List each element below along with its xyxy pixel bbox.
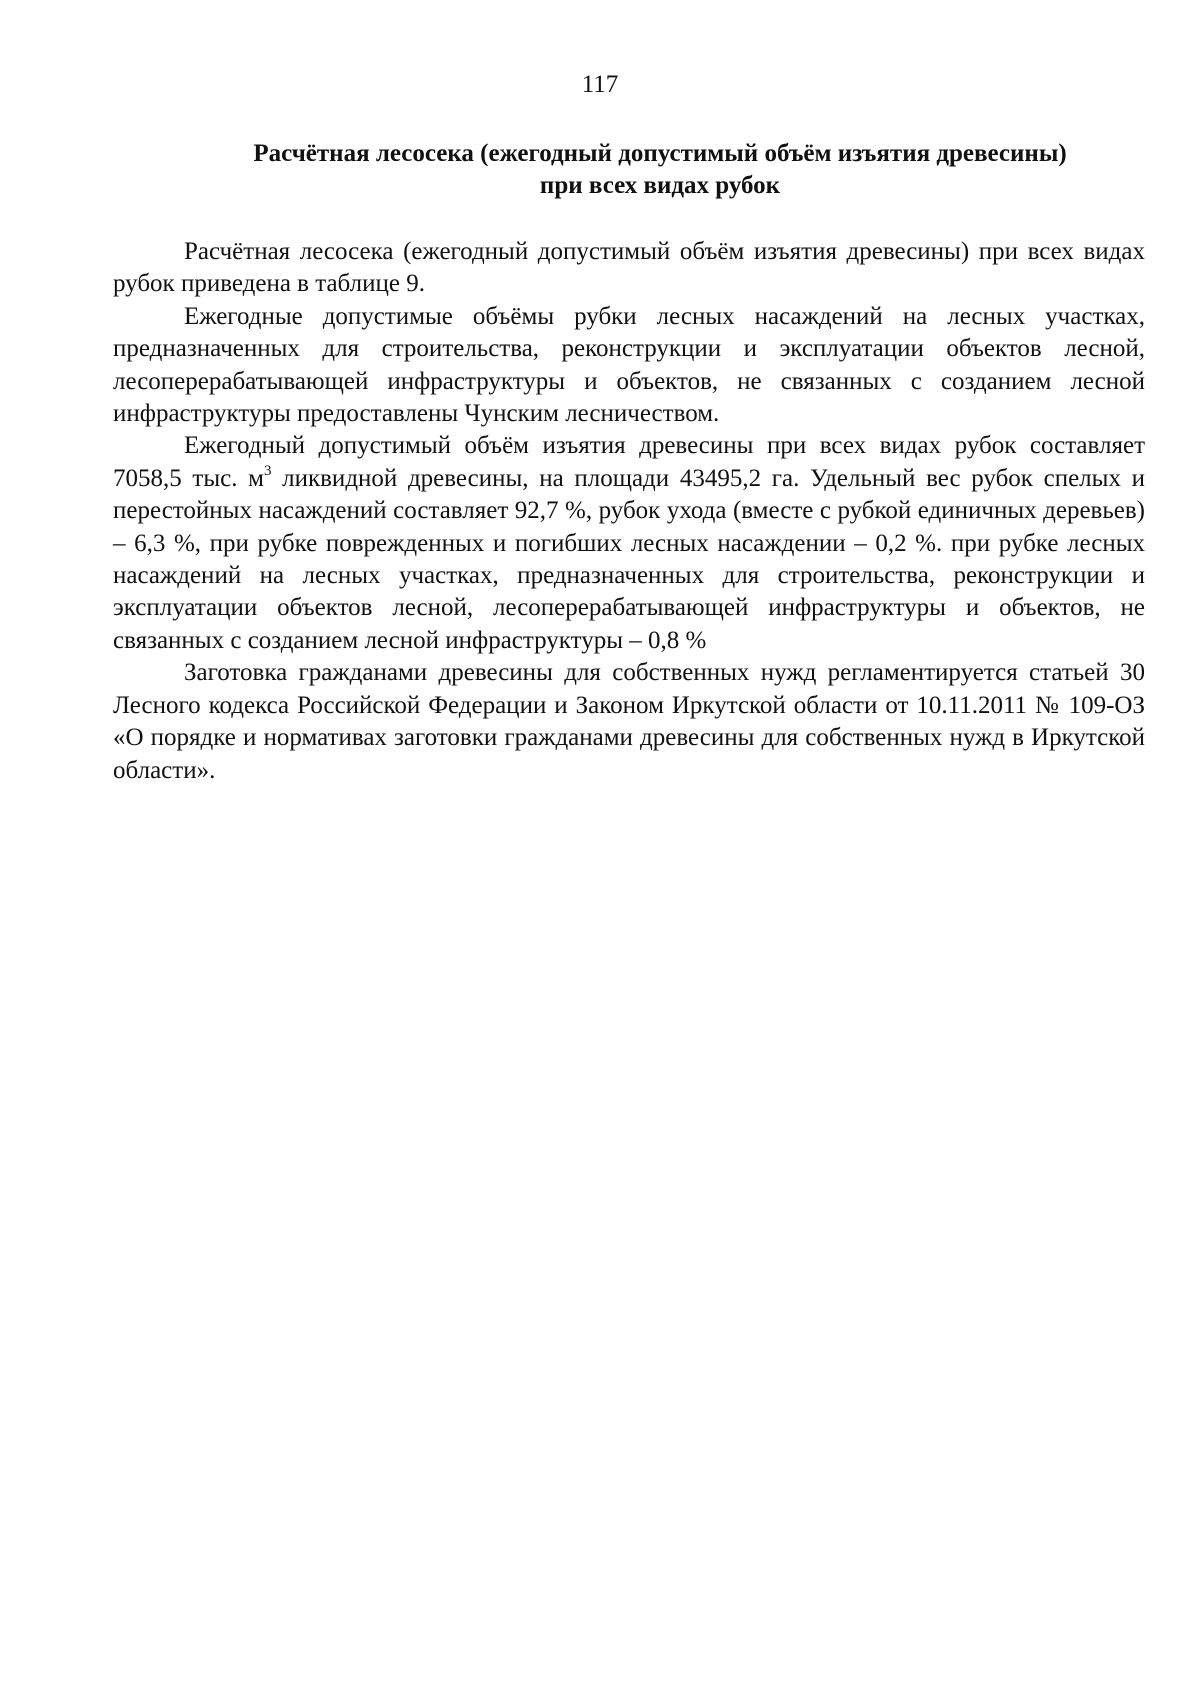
paragraph-3-part-2: ликвидной древесины, на площади 43495,2 га. Удельный вес рубок спелых и перестойных насаждений составляет 92,7 %, рубок ухода (вместе с рубкой единичных деревьев) – 6,3 %, при рубке поврежденных и погибших лесных насаждении – 0,2 %. при рубке лесных насаждений на лесных участках, предназначенных для строительства, реконструкции и эксплуатации объектов лесной, лесоперерабатывающей инфраструктуры и объектов, не связанных с созданием лесной инфраструктуры – 0,8 % [113, 464, 1145, 654]
section-heading-line-2: при всех видах рубок [539, 172, 781, 199]
section-heading [160, 138, 1160, 202]
paragraph-1: Расчётная лесосека (ежегодный допустимый объём изъятия древесины) при всех видах рубок приведена в таблице 9. [113, 238, 1145, 298]
page-number: 117 [581, 71, 619, 98]
paragraph-2: Ежегодные допустимые объёмы рубки лесных насаждений на лесных участках, предназначенных для строительства, реконструкции и эксплуатации объектов лесной, лесоперерабатывающей инфраструктуры и объектов, не связанных с созданием лесной инфраструктуры предоставлены Чунским лесничеством. [113, 302, 1145, 428]
paragraph-3 [113, 430, 1145, 657]
cubic-superscript: 3 [263, 462, 272, 479]
paragraph-3-part-1: Ежегодный допустимый объём изъятия древесины при всех видах рубок составляет 7058,5 тыс. м [113, 432, 1145, 492]
paragraph-4: Заготовка гражданами древесины для собственных нужд регламентируется статьей 30 Лесного кодекса Российской Федерации и Законом Иркутской области от 10.11.2011 № 109-ОЗ «О порядке и нормативах заготовки гражданами древесины для собственных нужд в Иркутской области». [113, 659, 1145, 784]
section-heading-line-1: Расчётная лесосека (ежегодный допустимый объём изъятия древесины) [253, 140, 1067, 167]
body-text [113, 236, 1145, 787]
